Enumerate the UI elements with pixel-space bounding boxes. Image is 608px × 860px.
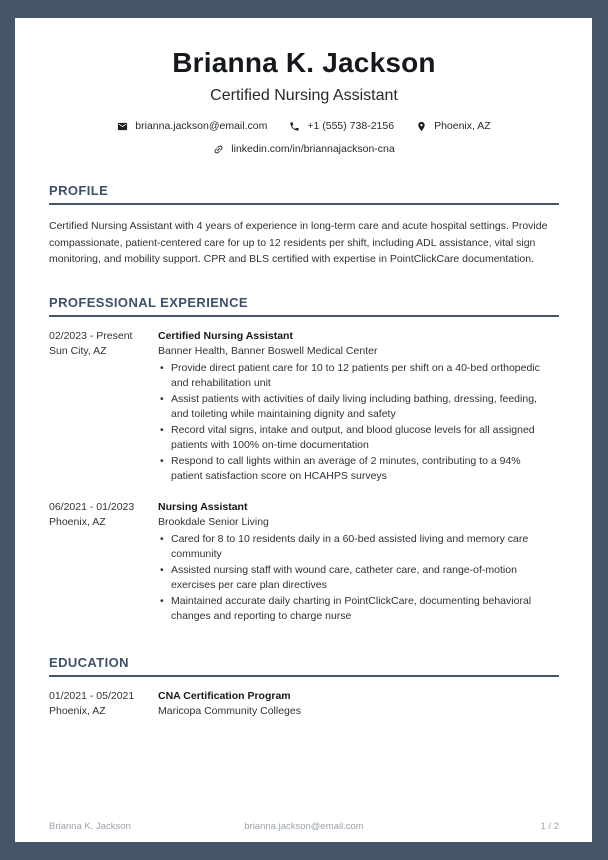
program-title: CNA Certification Program	[158, 689, 291, 702]
location-contact	[416, 119, 491, 133]
job-title: Certified Nursing Assistant	[158, 329, 293, 342]
section-education	[49, 655, 559, 720]
email-contact[interactable]	[117, 119, 267, 133]
job-bullet: • Assisted nursing staff with wound care, catheter care, and range-of-motion exercises per care plan directives	[158, 563, 550, 594]
experience-heading: PROFESSIONAL EXPERIENCE	[49, 295, 559, 317]
education-heading: EDUCATION	[49, 655, 559, 677]
section-experience	[49, 295, 559, 625]
school-name: Maricopa Community Colleges	[158, 705, 301, 717]
entry-meta	[49, 689, 158, 720]
job-company: Banner Health, Banner Boswell Medical Center	[158, 345, 378, 357]
map-pin-icon	[416, 121, 427, 132]
footer-page-indicator: 1 / 2	[540, 821, 559, 832]
job-bullets	[158, 361, 559, 485]
education-entry	[49, 689, 559, 720]
linkedin-text: linkedin.com/in/briannajackson-cna	[231, 143, 395, 155]
entry-dates: 01/2021 - 05/2021	[49, 689, 135, 702]
entry-dates: 06/2021 - 01/2023	[49, 500, 135, 513]
resume-page	[15, 18, 592, 842]
candidate-job-title: Certified Nursing Assistant	[210, 87, 398, 104]
entry-meta	[49, 329, 158, 485]
entry-details	[158, 689, 559, 720]
candidate-name: Brianna K. Jackson	[172, 47, 436, 78]
job-bullet: • Cared for 8 to 10 residents daily in a 60-bed assisted living and memory care community	[158, 532, 550, 563]
page-footer	[49, 821, 559, 833]
email-text: brianna.jackson@email.com	[135, 120, 268, 132]
location-text: Phoenix, AZ	[434, 120, 491, 132]
experience-entry	[49, 329, 559, 485]
footer-name: Brianna K. Jackson	[49, 821, 131, 832]
footer-email: brianna.jackson@email.com	[244, 821, 364, 832]
job-bullet: • Respond to call lights within an average of 2 minutes, contributing to a 94% patient satisfaction score on HCAHPS surveys	[158, 454, 550, 485]
entry-location: Sun City, AZ	[49, 345, 107, 357]
entry-details	[158, 500, 559, 625]
linkedin-contact[interactable]	[213, 142, 394, 156]
phone-text: +1 (555) 738-2156	[307, 120, 395, 132]
job-bullets	[158, 532, 559, 625]
contact-row-primary	[49, 119, 559, 133]
entry-meta	[49, 500, 158, 625]
job-bullet: • Provide direct patient care for 10 to 12 patients per shift on a 40-bed orthopedic and rehabilitation unit	[158, 361, 550, 392]
job-title: Nursing Assistant	[158, 500, 248, 513]
resume-header	[49, 46, 559, 156]
entry-details	[158, 329, 559, 485]
job-bullet: • Record vital signs, intake and output, and blood glucose levels for all assigned patients with 100% on-time documentation	[158, 423, 550, 454]
experience-entry	[49, 500, 559, 625]
envelope-icon	[117, 121, 128, 132]
entry-location: Phoenix, AZ	[49, 705, 106, 717]
job-company: Brookdale Senior Living	[158, 516, 269, 528]
section-profile	[49, 183, 559, 268]
contact-row-secondary	[49, 142, 559, 156]
job-bullet: • Maintained accurate daily charting in PointClickCare, documenting behavioral changes and reporting to charge nurse	[158, 594, 550, 625]
phone-contact	[289, 119, 394, 133]
phone-icon	[289, 121, 300, 132]
profile-heading: PROFILE	[49, 183, 559, 205]
entry-dates: 02/2023 - Present	[49, 329, 133, 342]
profile-summary: Certified Nursing Assistant with 4 years of experience in long-term care and acute hospital settings. Provide compassionate, patient-centered care for up to 12 residents per shift, including ADL assistance, vital sign monitoring, and mobility support. CPR and BLS certified with expertise in PointClickCare documentation.	[49, 220, 548, 265]
link-icon	[211, 141, 227, 157]
entry-location: Phoenix, AZ	[49, 516, 106, 528]
job-bullet: • Assist patients with activities of daily living including bathing, dressing, feeding, and toileting while maintaining dignity and safety	[158, 392, 550, 423]
